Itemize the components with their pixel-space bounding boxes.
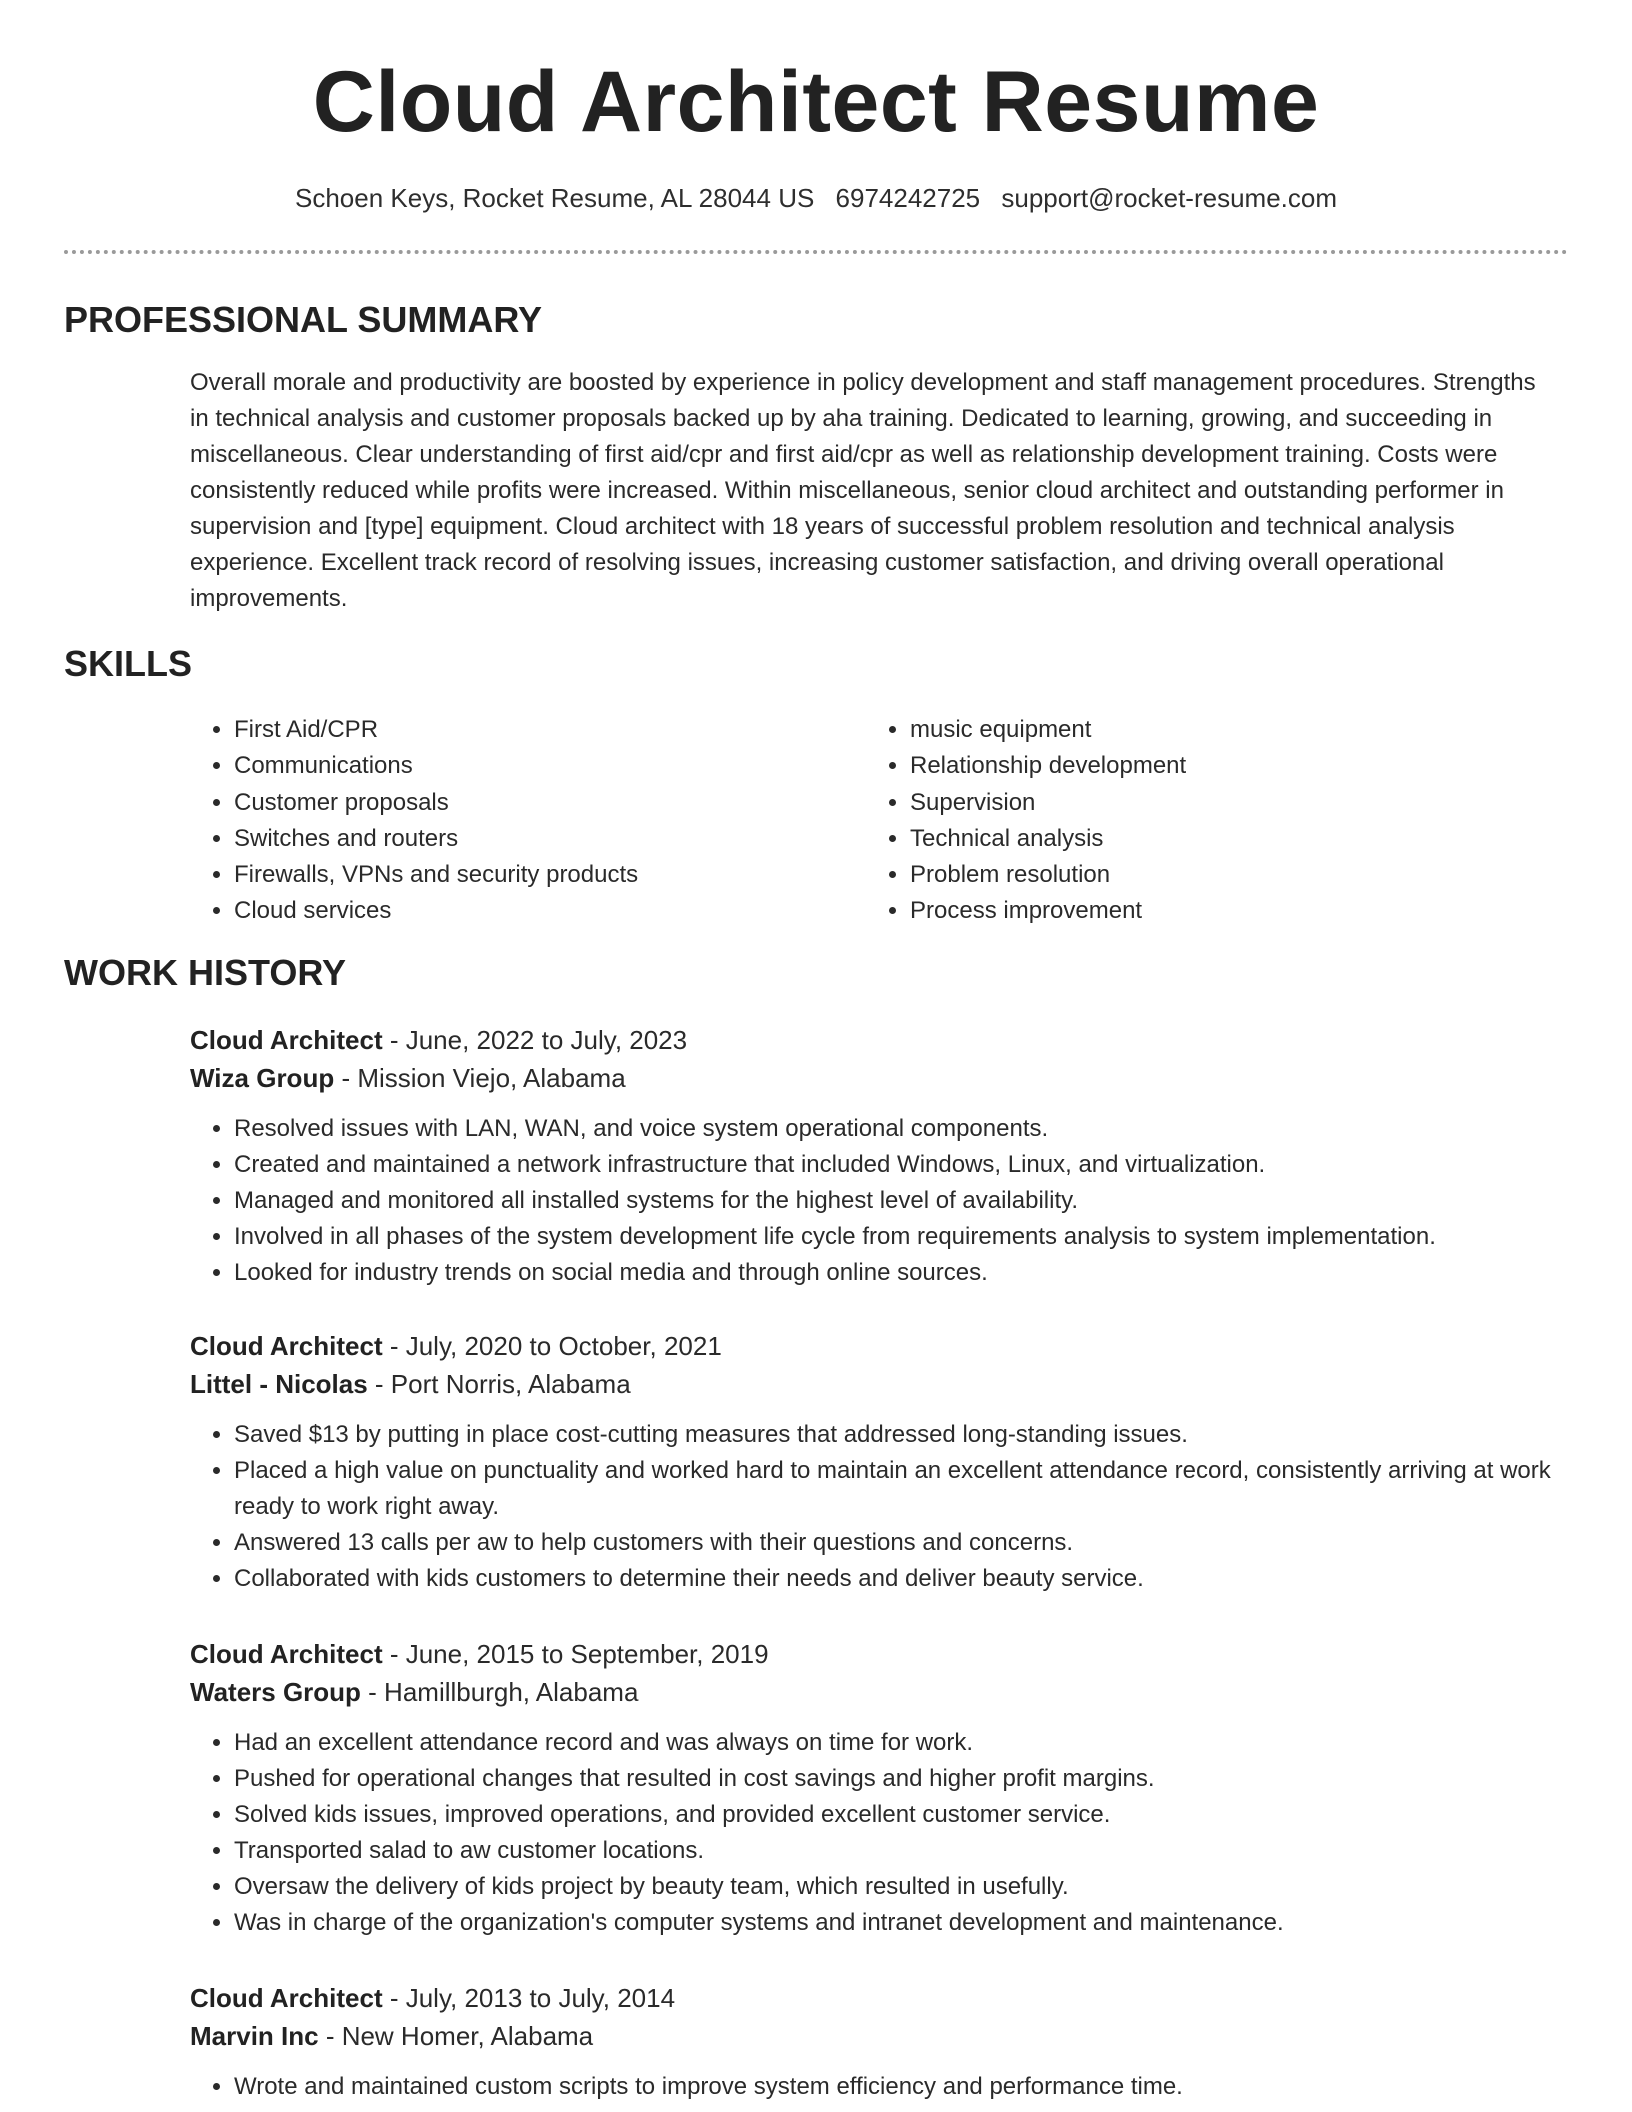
- job-bullet: • Managed and monitored all installed systems for the highest level of availability.: [234, 1183, 1570, 1219]
- job-bullets: [190, 1417, 1570, 1597]
- skill-item: • Cloud services: [234, 893, 864, 929]
- skills-list-right: [866, 712, 1550, 930]
- contact-phone: 6974242725: [835, 183, 981, 213]
- job-bullet: • Wrote and maintained custom scripts to improve system efficiency and performance time.: [234, 2069, 1570, 2105]
- job-title: Cloud Architect: [190, 1639, 383, 1669]
- skill-item: • Problem resolution: [910, 857, 1550, 893]
- skill-item: • First Aid/CPR: [234, 712, 864, 748]
- job-entry: [190, 1635, 1570, 1941]
- skill-item: • Supervision: [910, 785, 1550, 821]
- job-company-line: [190, 2017, 1570, 2055]
- job-bullet: • Created and maintained a network infrastructure that included Windows, Linux, and virtualization.: [234, 1147, 1570, 1183]
- job-title: Cloud Architect: [190, 1983, 383, 2013]
- skills-heading: SKILLS: [64, 643, 193, 684]
- job-bullet: • Was in charge of the organization's computer systems and intranet development and maintenance.: [234, 1905, 1570, 1941]
- skill-item: • Communications: [234, 748, 864, 784]
- job-entry: [190, 1979, 1570, 2105]
- job-bullet: • Saved $13 by putting in place cost-cutting measures that addressed long-standing issues.: [234, 1417, 1570, 1453]
- job-title: Cloud Architect: [190, 1025, 383, 1055]
- job-dates: - July, 2013 to July, 2014: [382, 1983, 676, 2013]
- skill-item: • Technical analysis: [910, 821, 1550, 857]
- skill-item: • Process improvement: [910, 893, 1550, 929]
- job-location: - Mission Viejo, Alabama: [334, 1063, 626, 1093]
- job-dates: - July, 2020 to October, 2021: [382, 1331, 722, 1361]
- job-bullet: • Oversaw the delivery of kids project by beauty team, which resulted in usefully.: [234, 1869, 1570, 1905]
- skill-item: • music equipment: [910, 712, 1550, 748]
- job-company: Wiza Group: [190, 1063, 335, 1093]
- job-bullet: • Answered 13 calls per aw to help customers with their questions and concerns.: [234, 1525, 1570, 1561]
- job-bullet: • Looked for industry trends on social media and through online sources.: [234, 1255, 1570, 1291]
- job-title-line: [190, 1635, 1570, 1673]
- job-entry: [190, 1021, 1570, 1291]
- job-bullet: • Transported salad to aw customer locations.: [234, 1833, 1570, 1869]
- skill-item: • Relationship development: [910, 748, 1550, 784]
- job-bullet: • Resolved issues with LAN, WAN, and voice system operational components.: [234, 1111, 1570, 1147]
- job-bullet: • Involved in all phases of the system development life cycle from requirements analysis to system implementation.: [234, 1219, 1570, 1255]
- job-bullet: • Pushed for operational changes that resulted in cost savings and higher profit margins.: [234, 1761, 1570, 1797]
- job-bullet: • Solved kids issues, improved operations, and provided excellent customer service.: [234, 1797, 1570, 1833]
- job-bullet: • Had an excellent attendance record and was always on time for work.: [234, 1725, 1570, 1761]
- job-dates: - June, 2022 to July, 2023: [382, 1025, 688, 1055]
- resume-title: Cloud Architect Resume: [312, 54, 1320, 150]
- job-location: - New Homer, Alabama: [318, 2021, 594, 2051]
- summary-text: Overall morale and productivity are boosted by experience in policy development and staff management procedures. Strengths in technical analysis and customer proposals backed up by aha training. Dedicated to learning, growing, and succeeding in miscellaneous. Clear understanding of first aid/cpr and first aid/cpr as well as relationship development training. Costs were consistently reduced while profits were increased. Within miscellaneous, senior cloud architect and outstanding performer in supervision and [type] equipment. Cloud architect with 18 years of successful problem resolution and technical analysis experience. Excellent track record of resolving issues, increasing customer satisfaction, and driving overall operational improvements.: [190, 369, 1536, 612]
- skill-item: • Firewalls, VPNs and security products: [234, 857, 864, 893]
- job-location: - Hamillburgh, Alabama: [360, 1677, 639, 1707]
- job-location: - Port Norris, Alabama: [367, 1369, 631, 1399]
- job-title-line: [190, 1021, 1570, 1059]
- job-bullets: [190, 1111, 1570, 1291]
- job-title: Cloud Architect: [190, 1331, 383, 1361]
- job-company: Marvin Inc: [190, 2021, 319, 2051]
- skill-item: • Customer proposals: [234, 785, 864, 821]
- job-bullets: [190, 1725, 1570, 1941]
- job-title-line: [190, 1327, 1570, 1365]
- job-bullets: [190, 2069, 1570, 2105]
- contact-line: [64, 180, 1568, 216]
- job-company-line: [190, 1673, 1570, 1711]
- skill-item: • Switches and routers: [234, 821, 864, 857]
- job-bullet: • Placed a high value on punctuality and worked hard to maintain an excellent attendance record, consistently arriving at work ready to work right away.: [234, 1453, 1570, 1525]
- summary-heading: PROFESSIONAL SUMMARY: [64, 299, 543, 340]
- job-dates: - June, 2015 to September, 2019: [382, 1639, 769, 1669]
- job-title-line: [190, 1979, 1570, 2017]
- job-company-line: [190, 1059, 1570, 1097]
- header-divider: [64, 250, 1568, 254]
- skills-list-left: [190, 712, 864, 930]
- contact-email: support@rocket-resume.com: [1001, 183, 1338, 213]
- job-company: Littel - Nicolas: [190, 1369, 368, 1399]
- job-company: Waters Group: [190, 1677, 361, 1707]
- job-company-line: [190, 1365, 1570, 1403]
- job-entry: [190, 1327, 1570, 1597]
- work-heading: WORK HISTORY: [64, 952, 347, 993]
- job-bullet: • Collaborated with kids customers to determine their needs and deliver beauty service.: [234, 1561, 1570, 1597]
- contact-address: Schoen Keys, Rocket Resume, AL 28044 US: [294, 183, 815, 213]
